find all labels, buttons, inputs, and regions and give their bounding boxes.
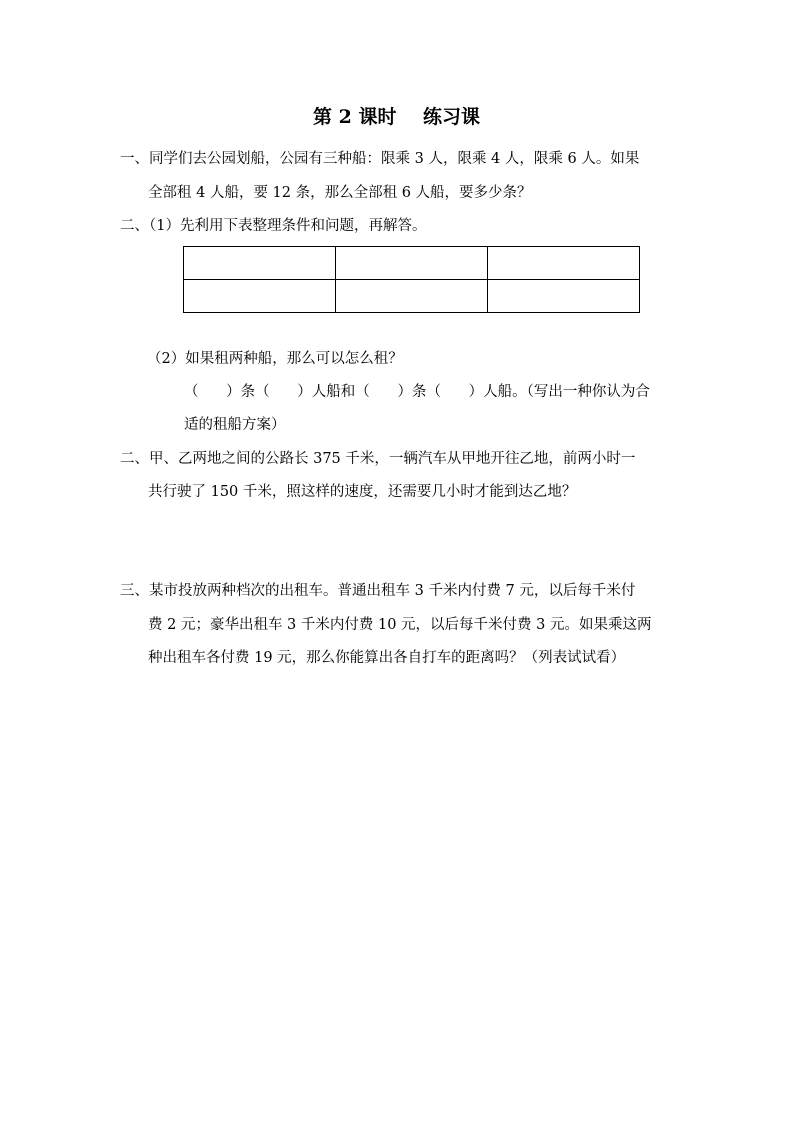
table-row	[184, 247, 640, 280]
question-2-fill-line-1: （ ）条（ ）人船和（ ）条（ ）人船。（写出一种你认为合	[184, 384, 650, 400]
table-cell	[488, 280, 640, 313]
table-cell	[336, 280, 488, 313]
question-2-part-1: 二、（1）先利用下表整理条件和问题，再解答。	[120, 218, 427, 234]
question-3-line-1: 二、甲、乙两地之间的公路长 375 千米，一辆汽车从甲地开往乙地，前两小时一	[120, 451, 636, 467]
question-4-line-2: 费 2 元；豪华出租车 3 千米内付费 10 元，以后每千米付费 3 元。如果乘这两	[148, 617, 652, 633]
condition-table	[183, 246, 640, 313]
table-row	[184, 280, 640, 313]
table-cell	[336, 247, 488, 280]
question-3-line-2: 共行驶了 150 千米，照这样的速度，还需要几小时才能到达乙地？	[148, 484, 577, 500]
page-title: 第 2 课时 练习课	[313, 106, 480, 128]
question-1-line-1: 一、同学们去公园划船，公园有三种船：限乘 3 人，限乘 4 人，限乘 6 人。如果	[120, 151, 640, 167]
table-cell	[184, 247, 336, 280]
question-2-fill-line-2: 适的租船方案）	[184, 417, 286, 433]
table-cell	[184, 280, 336, 313]
table-cell	[488, 247, 640, 280]
question-2-part-2: （2）如果租两种船，那么可以怎么租？	[147, 351, 403, 367]
question-4-line-3: 种出租车各付费 19 元，那么你能算出各自打车的距离吗？（列表试试看）	[148, 650, 626, 666]
question-4-line-1: 三、某市投放两种档次的出租车。普通出租车 3 千米内付费 7 元，以后每千米付	[120, 583, 636, 599]
question-1-line-2: 全部租 4 人船，要 12 条，那么全部租 6 人船，要多少条？	[148, 185, 532, 201]
